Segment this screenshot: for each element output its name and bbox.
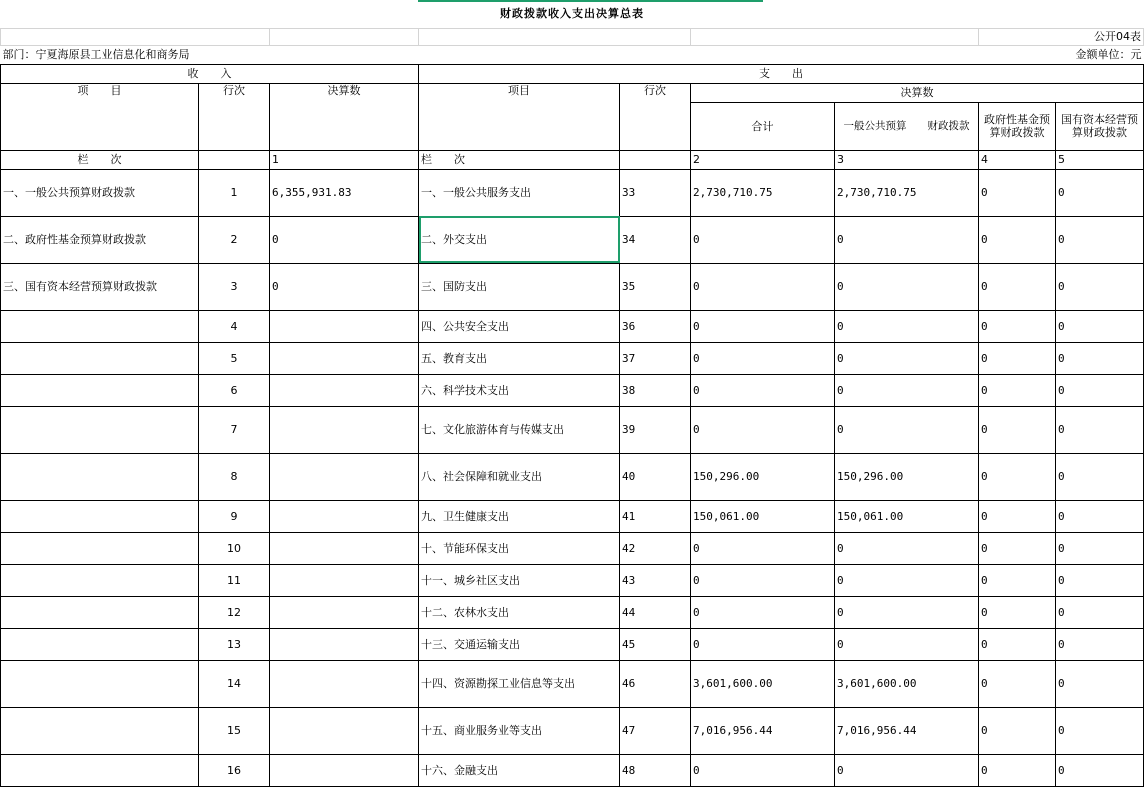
income-item-cell[interactable]	[1, 406, 199, 453]
income-amount-cell[interactable]	[270, 310, 419, 342]
state-capital-cell[interactable]: 0	[1056, 263, 1144, 310]
gov-fund-cell[interactable]: 0	[979, 532, 1056, 564]
state-capital-cell[interactable]: 0	[1056, 169, 1144, 216]
expense-item-cell[interactable]: 十六、金融支出	[419, 754, 620, 786]
total-amount-cell[interactable]: 150,296.00	[691, 453, 835, 500]
gov-fund-cell[interactable]: 0	[979, 564, 1056, 596]
table-row	[1, 564, 1144, 596]
gov-fund-cell[interactable]: 0	[979, 263, 1056, 310]
general-budget-cell[interactable]: 0	[835, 406, 979, 453]
gov-fund-cell[interactable]: 0	[979, 660, 1056, 707]
expense-amount-header[interactable]: 决算数	[691, 83, 1144, 102]
form-number[interactable]: 公开04表	[979, 28, 1144, 45]
col-index-4[interactable]: 4	[979, 150, 1056, 169]
income-amount-cell[interactable]	[270, 660, 419, 707]
income-line-no-cell[interactable]: 9	[199, 500, 270, 532]
expense-item-cell[interactable]: 九、卫生健康支出	[419, 500, 620, 532]
total-amount-cell[interactable]: 0	[691, 216, 835, 263]
income-amount-cell[interactable]: 0	[270, 263, 419, 310]
income-line-no-cell[interactable]: 11	[199, 564, 270, 596]
total-amount-cell[interactable]: 0	[691, 342, 835, 374]
gov-fund-header[interactable]: 政府性基金预算财政拨款	[979, 102, 1056, 150]
income-item-cell[interactable]	[1, 564, 199, 596]
table-row	[1, 263, 1144, 310]
income-line-no-cell[interactable]: 1	[199, 169, 270, 216]
expense-line-no-cell[interactable]: 47	[620, 707, 691, 754]
general-budget-cell[interactable]: 0	[835, 216, 979, 263]
table-row	[1, 169, 1144, 216]
col-index-label[interactable]: 栏 次	[1, 150, 199, 169]
gov-fund-cell[interactable]: 0	[979, 754, 1056, 786]
col-index-1[interactable]: 1	[270, 150, 419, 169]
state-capital-cell[interactable]: 0	[1056, 310, 1144, 342]
total-amount-cell[interactable]: 0	[691, 532, 835, 564]
table-row	[1, 707, 1144, 754]
empty-cell[interactable]	[199, 150, 270, 169]
table-row	[1, 216, 1144, 263]
table-row	[1, 310, 1144, 342]
income-line-no-header[interactable]: 行次	[199, 83, 270, 150]
col-index-label-exp[interactable]: 栏 次	[419, 150, 620, 169]
expense-line-no-header[interactable]: 行次	[620, 83, 691, 150]
general-budget-cell[interactable]: 3,601,600.00	[835, 660, 979, 707]
state-capital-cell[interactable]: 0	[1056, 628, 1144, 660]
income-amount-cell[interactable]: 6,355,931.83	[270, 169, 419, 216]
empty-cell[interactable]	[270, 28, 419, 45]
income-line-no-cell[interactable]: 10	[199, 532, 270, 564]
expense-item-cell[interactable]: 十五、商业服务业等支出	[419, 707, 620, 754]
income-item-cell[interactable]	[1, 310, 199, 342]
general-budget-cell[interactable]: 0	[835, 754, 979, 786]
income-amount-cell[interactable]	[270, 564, 419, 596]
income-item-header[interactable]: 项 目	[1, 83, 199, 150]
income-item-cell[interactable]	[1, 342, 199, 374]
gov-fund-cell[interactable]: 0	[979, 596, 1056, 628]
income-item-cell[interactable]: 三、国有资本经营预算财政拨款	[1, 263, 199, 310]
table-row	[1, 628, 1144, 660]
general-budget-cell[interactable]: 0	[835, 564, 979, 596]
general-budget-cell[interactable]: 0	[835, 628, 979, 660]
expense-item-cell[interactable]: 四、公共安全支出	[419, 310, 620, 342]
expense-item-cell[interactable]: 三、国防支出	[419, 263, 620, 310]
expense-line-no-cell[interactable]: 43	[620, 564, 691, 596]
general-budget-header[interactable]: 一般公共预算 财政拨款	[835, 102, 979, 150]
gov-fund-cell[interactable]: 0	[979, 216, 1056, 263]
gov-fund-cell[interactable]: 0	[979, 500, 1056, 532]
gov-fund-cell[interactable]: 0	[979, 406, 1056, 453]
income-item-cell[interactable]: 一、一般公共预算财政拨款	[1, 169, 199, 216]
total-amount-cell[interactable]: 150,061.00	[691, 500, 835, 532]
general-budget-cell[interactable]: 0	[835, 310, 979, 342]
expense-item-cell[interactable]: 十三、交通运输支出	[419, 628, 620, 660]
income-amount-cell[interactable]	[270, 406, 419, 453]
total-amount-cell[interactable]: 0	[691, 596, 835, 628]
expense-item-cell[interactable]: 五、教育支出	[419, 342, 620, 374]
income-line-no-cell[interactable]: 4	[199, 310, 270, 342]
total-amount-cell[interactable]: 0	[691, 310, 835, 342]
general-budget-cell[interactable]: 7,016,956.44	[835, 707, 979, 754]
income-item-cell[interactable]	[1, 707, 199, 754]
expense-item-cell[interactable]: 七、文化旅游体育与传媒支出	[419, 406, 620, 453]
total-amount-cell[interactable]: 2,730,710.75	[691, 169, 835, 216]
total-header[interactable]: 合计	[691, 102, 835, 150]
expense-item-cell[interactable]: 一、一般公共服务支出	[419, 169, 620, 216]
income-line-no-cell[interactable]: 7	[199, 406, 270, 453]
general-budget-cell[interactable]: 0	[835, 342, 979, 374]
gov-fund-cell[interactable]: 0	[979, 628, 1056, 660]
col-index-5[interactable]: 5	[1056, 150, 1144, 169]
income-item-cell[interactable]	[1, 754, 199, 786]
income-item-cell[interactable]	[1, 660, 199, 707]
total-amount-cell[interactable]: 0	[691, 628, 835, 660]
income-line-no-cell[interactable]: 5	[199, 342, 270, 374]
expense-item-cell[interactable]: 八、社会保障和就业支出	[419, 453, 620, 500]
expense-line-no-cell[interactable]: 34	[620, 216, 691, 263]
income-amount-cell[interactable]	[270, 596, 419, 628]
income-line-no-cell[interactable]: 14	[199, 660, 270, 707]
income-item-cell[interactable]	[1, 500, 199, 532]
state-capital-header[interactable]: 国有资本经营预算财政拨款	[1056, 102, 1144, 150]
expense-item-cell[interactable]: 十四、资源勘探工业信息等支出	[419, 660, 620, 707]
table-row	[1, 596, 1144, 628]
income-amount-cell[interactable]	[270, 754, 419, 786]
expense-line-no-cell[interactable]: 41	[620, 500, 691, 532]
income-line-no-cell[interactable]: 12	[199, 596, 270, 628]
state-capital-cell[interactable]: 0	[1056, 406, 1144, 453]
income-item-cell[interactable]	[1, 596, 199, 628]
expense-line-no-cell[interactable]: 48	[620, 754, 691, 786]
expense-line-no-cell[interactable]: 44	[620, 596, 691, 628]
expense-line-no-cell[interactable]: 36	[620, 310, 691, 342]
page-title: 财政拨款收入支出决算总表	[500, 7, 644, 21]
state-capital-cell[interactable]: 0	[1056, 342, 1144, 374]
income-line-no-cell[interactable]: 2	[199, 216, 270, 263]
income-line-no-cell[interactable]: 16	[199, 754, 270, 786]
general-budget-cell[interactable]: 2,730,710.75	[835, 169, 979, 216]
income-line-no-cell[interactable]: 6	[199, 374, 270, 406]
gov-fund-cell[interactable]: 0	[979, 169, 1056, 216]
state-capital-cell[interactable]: 0	[1056, 500, 1144, 532]
state-capital-cell[interactable]: 0	[1056, 754, 1144, 786]
income-item-cell[interactable]: 二、政府性基金预算财政拨款	[1, 216, 199, 263]
general-budget-cell[interactable]: 0	[835, 263, 979, 310]
general-budget-cell[interactable]: 0	[835, 532, 979, 564]
state-capital-cell[interactable]: 0	[1056, 216, 1144, 263]
income-item-cell[interactable]	[1, 374, 199, 406]
income-amount-cell[interactable]	[270, 532, 419, 564]
gov-fund-cell[interactable]: 0	[979, 310, 1056, 342]
total-amount-cell[interactable]: 0	[691, 263, 835, 310]
income-amount-cell[interactable]: 0	[270, 216, 419, 263]
expense-header[interactable]: 支 出	[419, 64, 1144, 83]
income-header[interactable]: 收 入	[1, 64, 419, 83]
state-capital-cell[interactable]: 0	[1056, 707, 1144, 754]
total-amount-cell[interactable]: 7,016,956.44	[691, 707, 835, 754]
expense-item-cell[interactable]: 十二、农林水支出	[419, 596, 620, 628]
general-budget-cell[interactable]: 150,296.00	[835, 453, 979, 500]
empty-cell[interactable]	[620, 150, 691, 169]
table-row	[1, 754, 1144, 786]
income-line-no-cell[interactable]: 3	[199, 263, 270, 310]
total-amount-cell[interactable]: 0	[691, 374, 835, 406]
table-body	[1, 169, 1144, 786]
expense-line-no-cell[interactable]: 33	[620, 169, 691, 216]
expense-item-cell[interactable]: 十一、城乡社区支出	[419, 564, 620, 596]
table-row	[1, 500, 1144, 532]
empty-cell[interactable]	[1, 28, 270, 45]
expense-line-no-cell[interactable]: 46	[620, 660, 691, 707]
department-label[interactable]: 部门：宁夏海原县工业信息化和商务局	[1, 45, 419, 64]
table-row	[1, 406, 1144, 453]
col-index-3[interactable]: 3	[835, 150, 979, 169]
expense-line-no-cell[interactable]: 38	[620, 374, 691, 406]
table-row	[1, 660, 1144, 707]
table-row	[1, 374, 1144, 406]
income-item-cell[interactable]	[1, 628, 199, 660]
expense-item-cell[interactable]: 六、科学技术支出	[419, 374, 620, 406]
total-amount-cell[interactable]: 3,601,600.00	[691, 660, 835, 707]
income-amount-cell[interactable]	[270, 628, 419, 660]
state-capital-cell[interactable]: 0	[1056, 660, 1144, 707]
total-amount-cell[interactable]: 0	[691, 754, 835, 786]
table-row	[1, 532, 1144, 564]
income-item-cell[interactable]	[1, 453, 199, 500]
table-row	[1, 453, 1144, 500]
income-line-no-cell[interactable]: 13	[199, 628, 270, 660]
general-budget-cell[interactable]: 0	[835, 596, 979, 628]
expense-line-no-cell[interactable]: 35	[620, 263, 691, 310]
empty-cell[interactable]	[691, 28, 979, 45]
empty-cell[interactable]	[419, 45, 979, 64]
income-item-cell[interactable]	[1, 532, 199, 564]
income-line-no-cell[interactable]: 8	[199, 453, 270, 500]
income-line-no-cell[interactable]: 15	[199, 707, 270, 754]
income-amount-header[interactable]: 决算数	[270, 83, 419, 150]
state-capital-cell[interactable]: 0	[1056, 596, 1144, 628]
state-capital-cell[interactable]: 0	[1056, 564, 1144, 596]
expense-item-cell[interactable]: 十、节能环保支出	[419, 532, 620, 564]
expense-line-no-cell[interactable]: 39	[620, 406, 691, 453]
total-amount-cell[interactable]: 0	[691, 564, 835, 596]
expense-line-no-cell[interactable]: 37	[620, 342, 691, 374]
col-index-2[interactable]: 2	[691, 150, 835, 169]
unit-label[interactable]: 金额单位：元	[979, 45, 1144, 64]
income-amount-cell[interactable]	[270, 342, 419, 374]
gov-fund-cell[interactable]: 0	[979, 374, 1056, 406]
expense-line-no-cell[interactable]: 42	[620, 532, 691, 564]
income-amount-cell[interactable]	[270, 500, 419, 532]
table-row	[1, 342, 1144, 374]
expense-item-header[interactable]: 项目	[419, 83, 620, 150]
income-amount-cell[interactable]	[270, 374, 419, 406]
general-budget-cell[interactable]: 150,061.00	[835, 500, 979, 532]
expense-item-cell[interactable]: 二、外交支出	[419, 216, 620, 263]
expense-line-no-cell[interactable]: 45	[620, 628, 691, 660]
state-capital-cell[interactable]: 0	[1056, 453, 1144, 500]
general-budget-cell[interactable]: 0	[835, 374, 979, 406]
income-amount-cell[interactable]	[270, 707, 419, 754]
expense-line-no-cell[interactable]: 40	[620, 453, 691, 500]
empty-cell[interactable]	[419, 28, 691, 45]
state-capital-cell[interactable]: 0	[1056, 532, 1144, 564]
income-amount-cell[interactable]	[270, 453, 419, 500]
gov-fund-cell[interactable]: 0	[979, 342, 1056, 374]
state-capital-cell[interactable]: 0	[1056, 374, 1144, 406]
total-amount-cell[interactable]: 0	[691, 406, 835, 453]
gov-fund-cell[interactable]: 0	[979, 707, 1056, 754]
gov-fund-cell[interactable]: 0	[979, 453, 1056, 500]
